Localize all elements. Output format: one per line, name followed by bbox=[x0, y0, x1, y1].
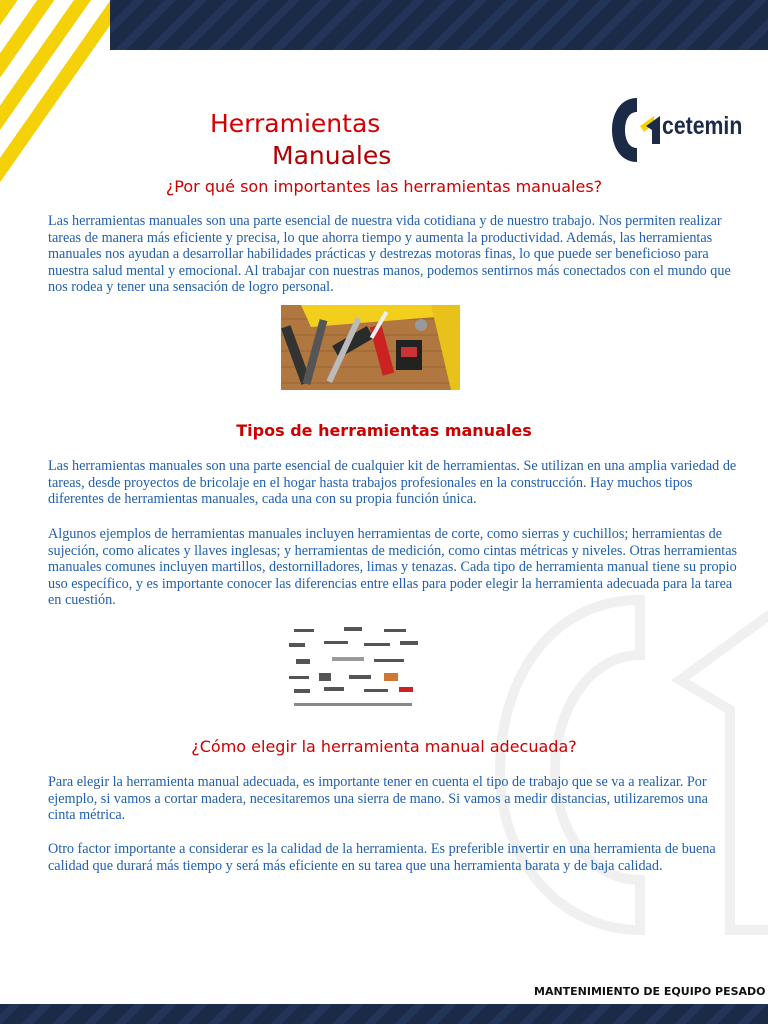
logo-text: cetemin bbox=[662, 112, 743, 140]
section-2-paragraph-1: Las herramientas manuales son una parte esencial de cualquier kit de herramientas. Se utilizan en una amplia variedad de tareas, desde proyectos de bricolaje en el hogar hasta trabajos profesionales en la construcción. Hay muchos tipos diferentes de herramientas manuales, cada una con su propia función única. bbox=[48, 458, 737, 508]
title-line-2: Manuales bbox=[272, 141, 392, 170]
top-decorative-band bbox=[0, 0, 768, 50]
title-line-1: Herramientas bbox=[210, 109, 381, 138]
footer-label: MANTENIMIENTO DE EQUIPO PESADO bbox=[534, 985, 766, 998]
tools-photo bbox=[281, 305, 460, 390]
section-1-heading: ¿Por qué son importantes las herramientas manuales? bbox=[165, 177, 603, 196]
section-3-paragraph-1: Para elegir la herramienta manual adecuada, es importante tener en cuenta el tipo de trabajo que se va a realizar. Por ejemplo, si vamos a cortar madera, necesitaremos una sierra de mano. Si vamos a medir distancias, utilizaremos una cinta métrica. bbox=[48, 774, 708, 824]
section-2-heading: Tipos de herramientas manuales bbox=[236, 421, 532, 440]
bottom-decorative-band bbox=[0, 1004, 768, 1024]
section-2-paragraph-2: Algunos ejemplos de herramientas manuales incluyen herramientas de corte, como sierras y cuchillos; herramientas de sujeción, como alicates y llaves inglesas; y herramientas de medición, como cintas métricas y niveles. Otras herramientas manuales comunes incluyen martillos, destornilladores, limas y tenazas. Cada tipo de herramienta manual tiene su propio uso específico, y es importante conocer las diferencias entre ellas para poder elegir la herramienta adecuada para la tarea en cuestión. bbox=[48, 526, 738, 609]
tools-chart-image bbox=[274, 621, 432, 710]
document-title bbox=[210, 108, 391, 172]
section-1-paragraph-1: Las herramientas manuales son una parte esencial de nuestra vida cotidiana y de nuestro trabajo. Nos permiten realizar tareas de manera más eficiente y precisa, lo que ahorra tiempo y aumenta la productividad. Además, las herramientas manuales nos ayudan a desarrollar habilidades prácticas y destrezas motoras finas, lo que puede ser beneficioso para nuestra salud mental y emocional. Al trabajar con nuestras manos, podemos sentirnos más conectados con el mundo que nos rodea y tener una sensación de logro personal. bbox=[48, 213, 731, 296]
section-3-paragraph-2: Otro factor importante a considerar es la calidad de la herramienta. Es preferible invertir en una herramienta de buena calidad que durará más tiempo y será más eficiente en su tarea que una herramienta barata y de baja calidad. bbox=[48, 841, 716, 874]
section-3-heading: ¿Cómo elegir la herramienta manual adecuada? bbox=[191, 737, 577, 756]
cetemin-watermark-icon bbox=[490, 560, 768, 960]
